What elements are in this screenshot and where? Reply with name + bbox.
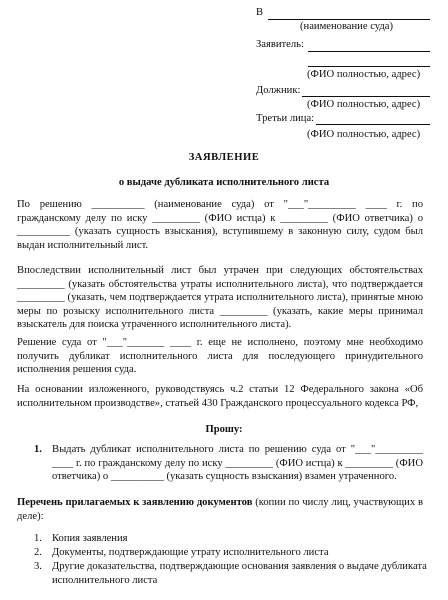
document-subtitle: о выдаче дубликата исполнительного листа [118,177,330,188]
attachments-heading-rest: (копии по числу лиц, участвующих в деле): [17,497,423,522]
attachment-number: 2. [34,547,42,558]
attachment-item: Документы, подтверждающие утрату исполнительного листа [52,547,329,558]
request-item-number: 1. [34,444,42,455]
applicant-label: Заявитель: [256,39,304,50]
applicant-line [308,51,430,52]
applicant-line-2 [308,66,430,67]
third-parties-label: Третьи лица: [256,113,315,124]
debtor-label: Должник: [256,85,301,96]
court-prefix: В [256,7,264,18]
request-item-text: Выдать дубликат исполнительного листа по решению суда от "___"_________ ____ г. по гражданскому делу по иску _________ (ФИО истца) к _________ (ФИО ответчика) о __________ (указать сущность взыскания) взамен утраченного. [52,444,423,483]
paragraph-loss: Впоследствии исполнительный лист был утрачен при следующих обстоятельствах _________ (указать обстоятельства утраты исполнительного листа), что подтверждается _________ (указать, чем подтверждается утрата исполнительного листа), принятые мною меры по розыску исполнительного листа _________ (указать, какие меры принимал взыскатель для поиска утраченного исполнительного листа). [17,265,423,331]
paragraph-legal-basis: На основании изложенного, руководствуясь ч.2 статьи 12 Федерального закона «Об исполнительном производстве», статьей 430 Гражданского процессуального кодекса РФ, [17,384,423,409]
attachments-heading-bold: Перечень прилагаемых к заявлению документов [17,497,253,508]
attachment-number: 3. [34,561,42,572]
third-parties-line [316,124,430,125]
attachments-heading [17,496,423,523]
debtor-line [302,96,430,97]
applicant-note: (ФИО полностью, адрес) [307,69,421,80]
request-heading: Прошу: [205,424,243,435]
attachment-item: Копия заявления [52,533,128,544]
paragraph-not-executed: Решение суда от "___"_______ ____ г. еще не исполнено, поэтому мне необходимо получить дубликат исполнительного листа для последующего принудительного исполнения решения суда. [17,337,423,376]
attachment-number: 1. [34,533,42,544]
attachment-item-continuation: исполнительного листа [52,575,158,586]
attachment-item: Другие доказательства, подтверждающие основания заявления о выдаче дубликата [52,561,427,572]
debtor-note: (ФИО полностью, адрес) [307,99,421,110]
court-note: (наименование суда) [300,21,394,32]
paragraph-decision: По решению __________ (наименование суда) от "___"_________ ____ г. по гражданскому делу по иску _________ (ФИО истца) к _________ (ФИО ответчика) о __________ (указать сущность взыскания), вступившему в законную силу, судом был выдан исполнительный лист. [17,199,423,251]
third-parties-note: (ФИО полностью, адрес) [307,129,421,140]
document-title: ЗАЯВЛЕНИЕ [188,152,260,163]
